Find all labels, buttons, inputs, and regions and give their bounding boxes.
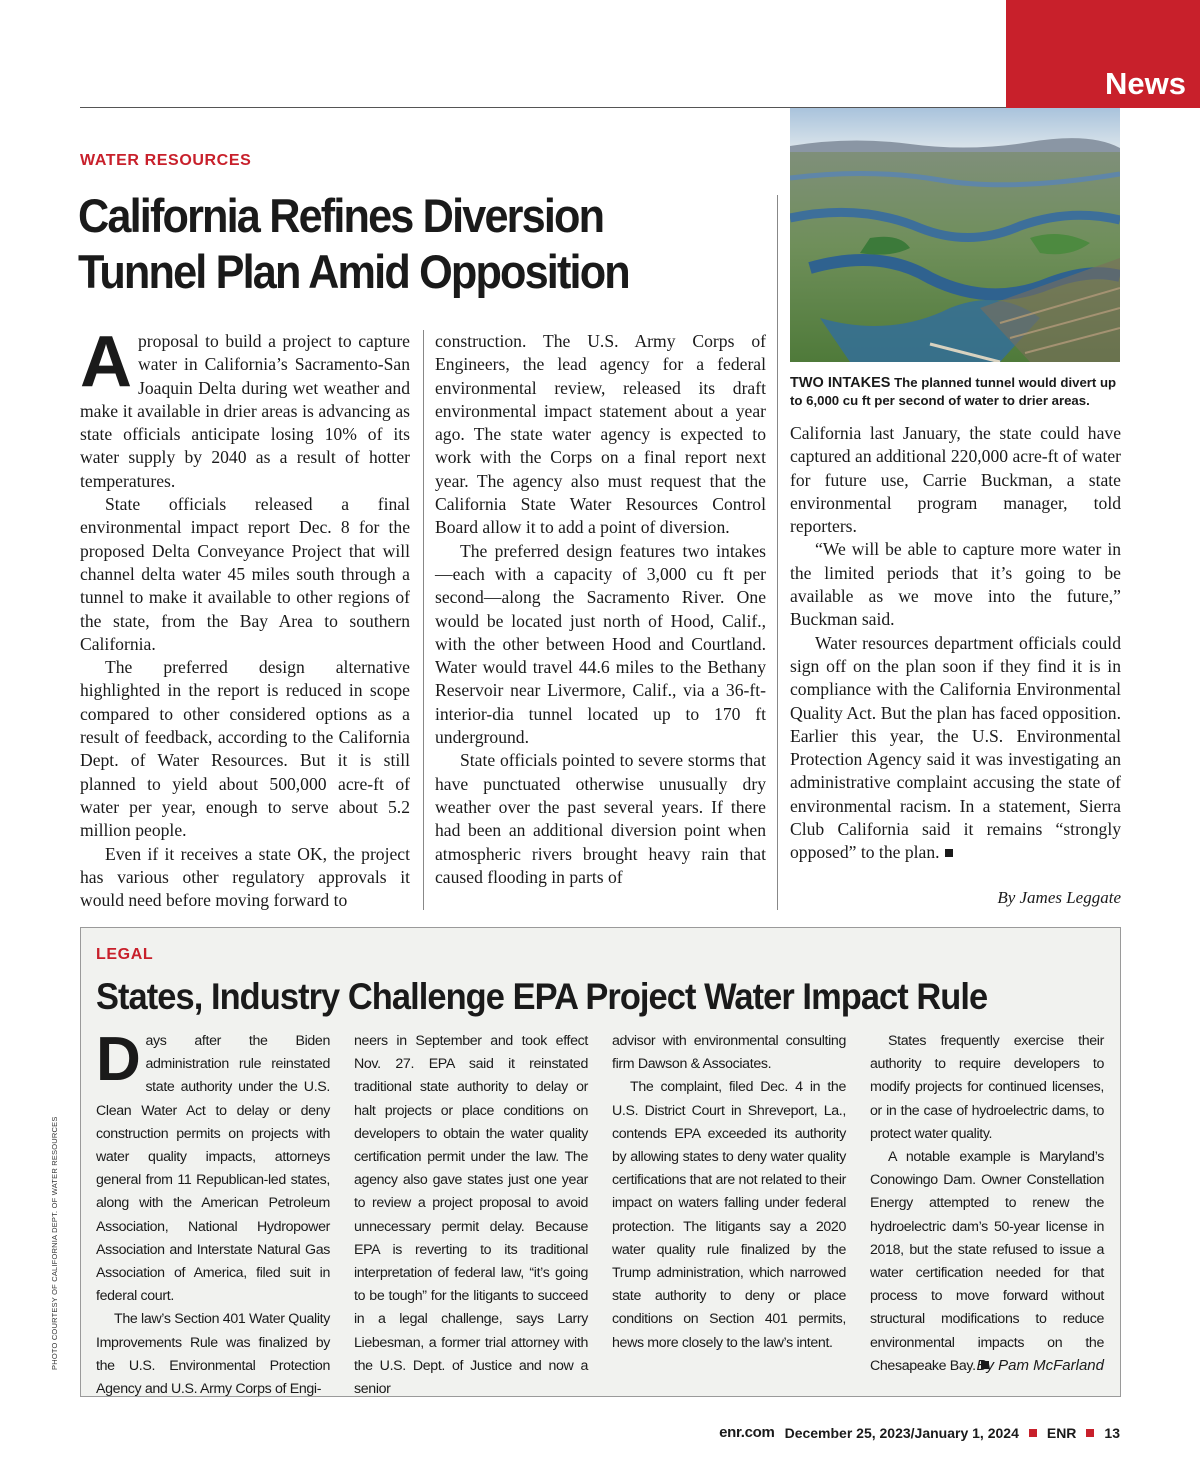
column-rule [423, 330, 424, 910]
photo-credit: PHOTO COURTESY OF CALIFORNIA DEPT. OF WATER RESOURCES [50, 1116, 59, 1370]
article2-paragraph: States frequently exercise their authority to require developers to modify projects for continued licenses, or in the case of hydroelectric dams, to protect water quality. [870, 1033, 1104, 1142]
article1-paragraph: State officials pointed to severe storms that have punctuated otherwise unusually dry weather over the past several years. If there had been an additional diversion point when atmospheric rivers brought heavy rain that caused flooding in parts of [435, 750, 766, 887]
article2-column-3 [612, 1030, 846, 1355]
article1-column-3 [790, 422, 1121, 865]
article1-paragraph: The preferred design alternative highlighted in the report is reduced in scope compared to other considered options as a result of feedback, according to the California Dept. of Water Resources. But it is still planned to yield about 500,000 acre-ft of water per year, enough to serve about 5.2 million people. [80, 657, 410, 841]
article2-column-2 [354, 1030, 588, 1401]
article2-column-4 [870, 1030, 1104, 1378]
article1-paragraph: California last January, the state could have captured an additional 220,000 acre-ft of water for future use, Carrie Buckman, a state environmental program manager, told reporters. [790, 423, 1121, 537]
photo-caption [790, 374, 1130, 409]
article1-column-2 [435, 330, 766, 889]
article1-headline-line1: California Refines Diversion [78, 189, 604, 242]
article2-byline: By Pam McFarland [976, 1357, 1104, 1374]
footer-site[interactable]: enr.com [719, 1424, 775, 1441]
article2-kicker: LEGAL [96, 946, 154, 963]
footer-brand: ENR [1046, 1424, 1077, 1441]
footer-date: December 25, 2023/January 1, 2024 [784, 1424, 1019, 1441]
section-tab: News [1006, 0, 1200, 108]
dropcap: D [96, 1025, 141, 1094]
article1-paragraph: Even if it receives a state OK, the project has various other regulatory approvals it would need before moving forward to [80, 843, 410, 911]
article2-paragraph: advisor with environmental consulting firm Dawson & Associates. [612, 1033, 846, 1073]
article2-paragraph: The complaint, filed Dec. 4 in the U.S. District Court in Shreveport, La., contends EPA exceeded its authority by allowing states to deny water quality certifications that are not related to their impact on waters falling under federal protection. The litigants say a 2020 water quality rule finalized by the Trump administration, which narrowed state authority to deny or place conditions on Section 401 permits, hews more closely to the law’s intent. [612, 1079, 846, 1351]
article2-column-1 [96, 1025, 330, 1401]
article1-headline [78, 188, 722, 300]
dropcap: A [80, 322, 132, 402]
aerial-delta-photo [790, 108, 1120, 362]
article1-paragraph: The preferred design features two intakes—each with a capacity of 3,000 cu ft per second—along the Sacramento River. One would be located just north of Hood, Calif., with the other between Hood and Courtland. Water would travel 44.6 miles to the Bethany Reservoir near Livermore, Calif., via a 36-ft-interior-dia tunnel located up to 170 ft underground. [435, 540, 766, 748]
end-mark-icon [945, 849, 953, 857]
article1-headline-line2: Tunnel Plan Amid Opposition [78, 245, 629, 298]
article1-paragraph: “We will be able to capture more water in the limited periods that it’s going to be available as we move into the future,” Buckman said. [790, 539, 1121, 630]
footer-separator-icon [1029, 1429, 1037, 1437]
article2-paragraph: Days after the Biden administration rule reinstated state authority under the U.S. Clean Water Act to delay or deny construction permits on projects with water quality impacts, attorneys general from 11 Republican-led states, along with the American Petroleum Association, National Hydropower Association and Interstate Natural Gas Association of America, filed suit in federal court. [96, 1025, 330, 1305]
caption-text: The planned tunnel would divert up to 6,000 cu ft per second of water to drier areas. [790, 375, 1117, 408]
article1-paragraph: Water resources department officials could sign off on the plan soon if they find it is in compliance with the California Environmental Quality Act. But the plan has faced opposition. Earlier this year, the U.S. Environmental Protection Agency said it was investigating an administrative complaint accusing the state of environmental racism. In a statement, Sierra Club California said it remains “strongly opposed” to the plan. [790, 632, 1121, 863]
page-footer [719, 1424, 1120, 1441]
article2-paragraph: The law’s Section 401 Water Quality Improvements Rule was finalized by the U.S. Environmental Protection Agency and U.S. Army Corps of Engi- [96, 1311, 330, 1398]
article2-paragraph: A notable example is Maryland’s Conowingo Dam. Owner Constellation Energy attempted to renew the hydroelectric dam’s 50-year license in 2018, but the state refused to issue a water certification needed for that process to move forward without structural modifications to reduce environmental impacts on the Chesapeake Bay. [870, 1149, 1104, 1374]
article1-column-1 [80, 322, 410, 912]
column-rule [777, 195, 778, 910]
footer-separator-icon [1086, 1429, 1094, 1437]
article2-paragraph: neers in September and took effect Nov. 27. EPA said it reinstated traditional state authority to delay or halt projects or place conditions on developers to obtain the water quality certification permit under the law. The agency also gave states just one year to review a project proposal to avoid unnecessary permit delay. Because EPA is reverting to its traditional interpretation of federal law, “it’s going to be tough” for the litigants to succeed in a legal challenge, says Larry Liebesman, a former trial attorney with the U.S. Dept. of Justice and now a senior [354, 1033, 588, 1398]
article2-headline: States, Industry Challenge EPA Project Water Impact Rule [96, 976, 988, 1017]
footer-page-number: 13 [1104, 1424, 1120, 1441]
caption-lead: TWO INTAKES [790, 375, 891, 391]
article1-kicker: WATER RESOURCES [80, 152, 252, 169]
article1-byline: By James Leggate [997, 888, 1121, 907]
article1-paragraph: State officials released a final environmental impact report Dec. 8 for the proposed Delta Conveyance Project that will channel delta water 45 miles south through a tunnel to make it available to other regions of the state, from the Bay Area to southern California. [80, 494, 410, 654]
article1-paragraph: construction. The U.S. Army Corps of Engineers, the lead agency for a federal environmental review, released its draft environmental impact statement about a year ago. The state water agency is expected to work with the Corps on a final report next year. The agency also must request that the California State Water Resources Control Board allow it to add a point of diversion. [435, 331, 766, 538]
article1-paragraph: Aproposal to build a project to capture water in California’s Sacramento-San Joaquin Delta during wet weather and make it available in drier areas is advancing as state officials anticipate losing 10% of its water supply by 2040 as a result of hotter temperatures. [80, 322, 410, 491]
